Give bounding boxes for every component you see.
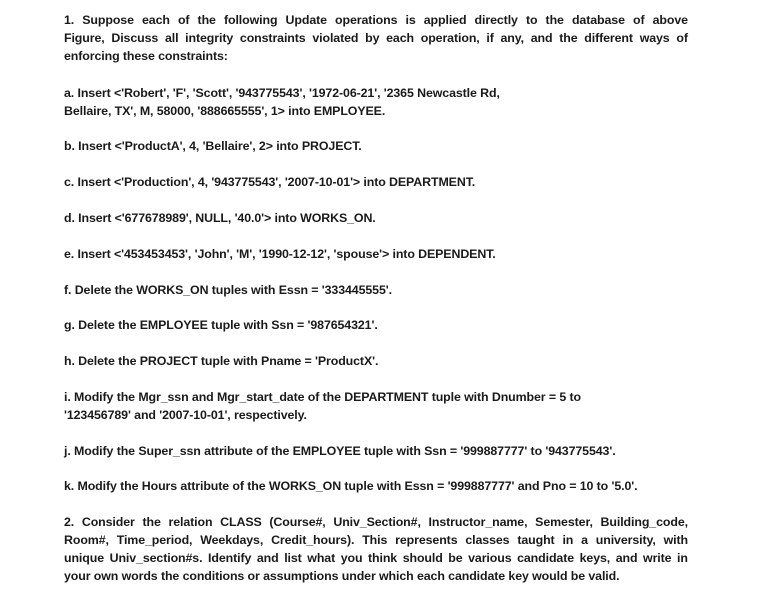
q1-line-3: enforcing these constraints: (64, 49, 228, 63)
q1-item-f: f. Delete the WORKS_ON tuples with Essn = '333445555'. (64, 283, 392, 297)
q2-line-3: unique Univ_section#s. Identify and list what you think should be various candidate keys, and write in (64, 551, 688, 565)
q1-item-e: e. Insert <'453453453', 'John', 'M', '1990-12-12', 'spouse'> into DEPENDENT. (64, 247, 496, 261)
q1-item-k: k. Modify the Hours attribute of the WORKS_ON tuple with Essn = '999887777' and Pno = 10 to '5.0'. (64, 479, 638, 493)
q1-item-h: h. Delete the PROJECT tuple with Pname = 'ProductX'. (64, 354, 379, 368)
q1-item-i-line-2: '123456789' and '2007-10-01', respectively. (64, 408, 307, 422)
q1-item-a-line-1: a. Insert <'Robert', 'F', 'Scott', '943775543', '1972-06-21', '2365 Newcastle Rd, (64, 86, 500, 100)
q1-line-1: 1. Suppose each of the following Update operations is applied directly to the database of above (64, 13, 688, 27)
q1-item-a-line-2: Bellaire, TX', M, 58000, '888665555', 1> into EMPLOYEE. (64, 104, 386, 118)
q1-item-d: d. Insert <'677678989', NULL, '40.0'> into WORKS_ON. (64, 211, 376, 225)
q1-item-i-line-1: i. Modify the Mgr_ssn and Mgr_start_date of the DEPARTMENT tuple with Dnumber = 5 to (64, 390, 581, 404)
q1-item-c: c. Insert <'Production', 4, '943775543', '2007-10-01'> into DEPARTMENT. (64, 175, 476, 189)
q1-line-2: Figure, Discuss all integrity constraints violated by each operation, if any, and the different ways of (64, 31, 688, 45)
q1-item-g: g. Delete the EMPLOYEE tuple with Ssn = '987654321'. (64, 318, 378, 332)
q1-item-j: j. Modify the Super_ssn attribute of the EMPLOYEE tuple with Ssn = '999887777' to '943775543'. (64, 444, 616, 458)
q1-item-b: b. Insert <'ProductA', 4, 'Bellaire', 2> into PROJECT. (64, 139, 362, 153)
q2-line-1: 2. Consider the relation CLASS (Course#, Univ_Section#, Instructor_name, Semester, Building_code, (64, 515, 688, 529)
q2-line-2: Room#, Time_period, Weekdays, Credit_hours). This represents classes taught in a university, with (64, 533, 688, 547)
q2-line-4: your own words the conditions or assumptions under which each candidate key would be valid. (64, 569, 620, 583)
